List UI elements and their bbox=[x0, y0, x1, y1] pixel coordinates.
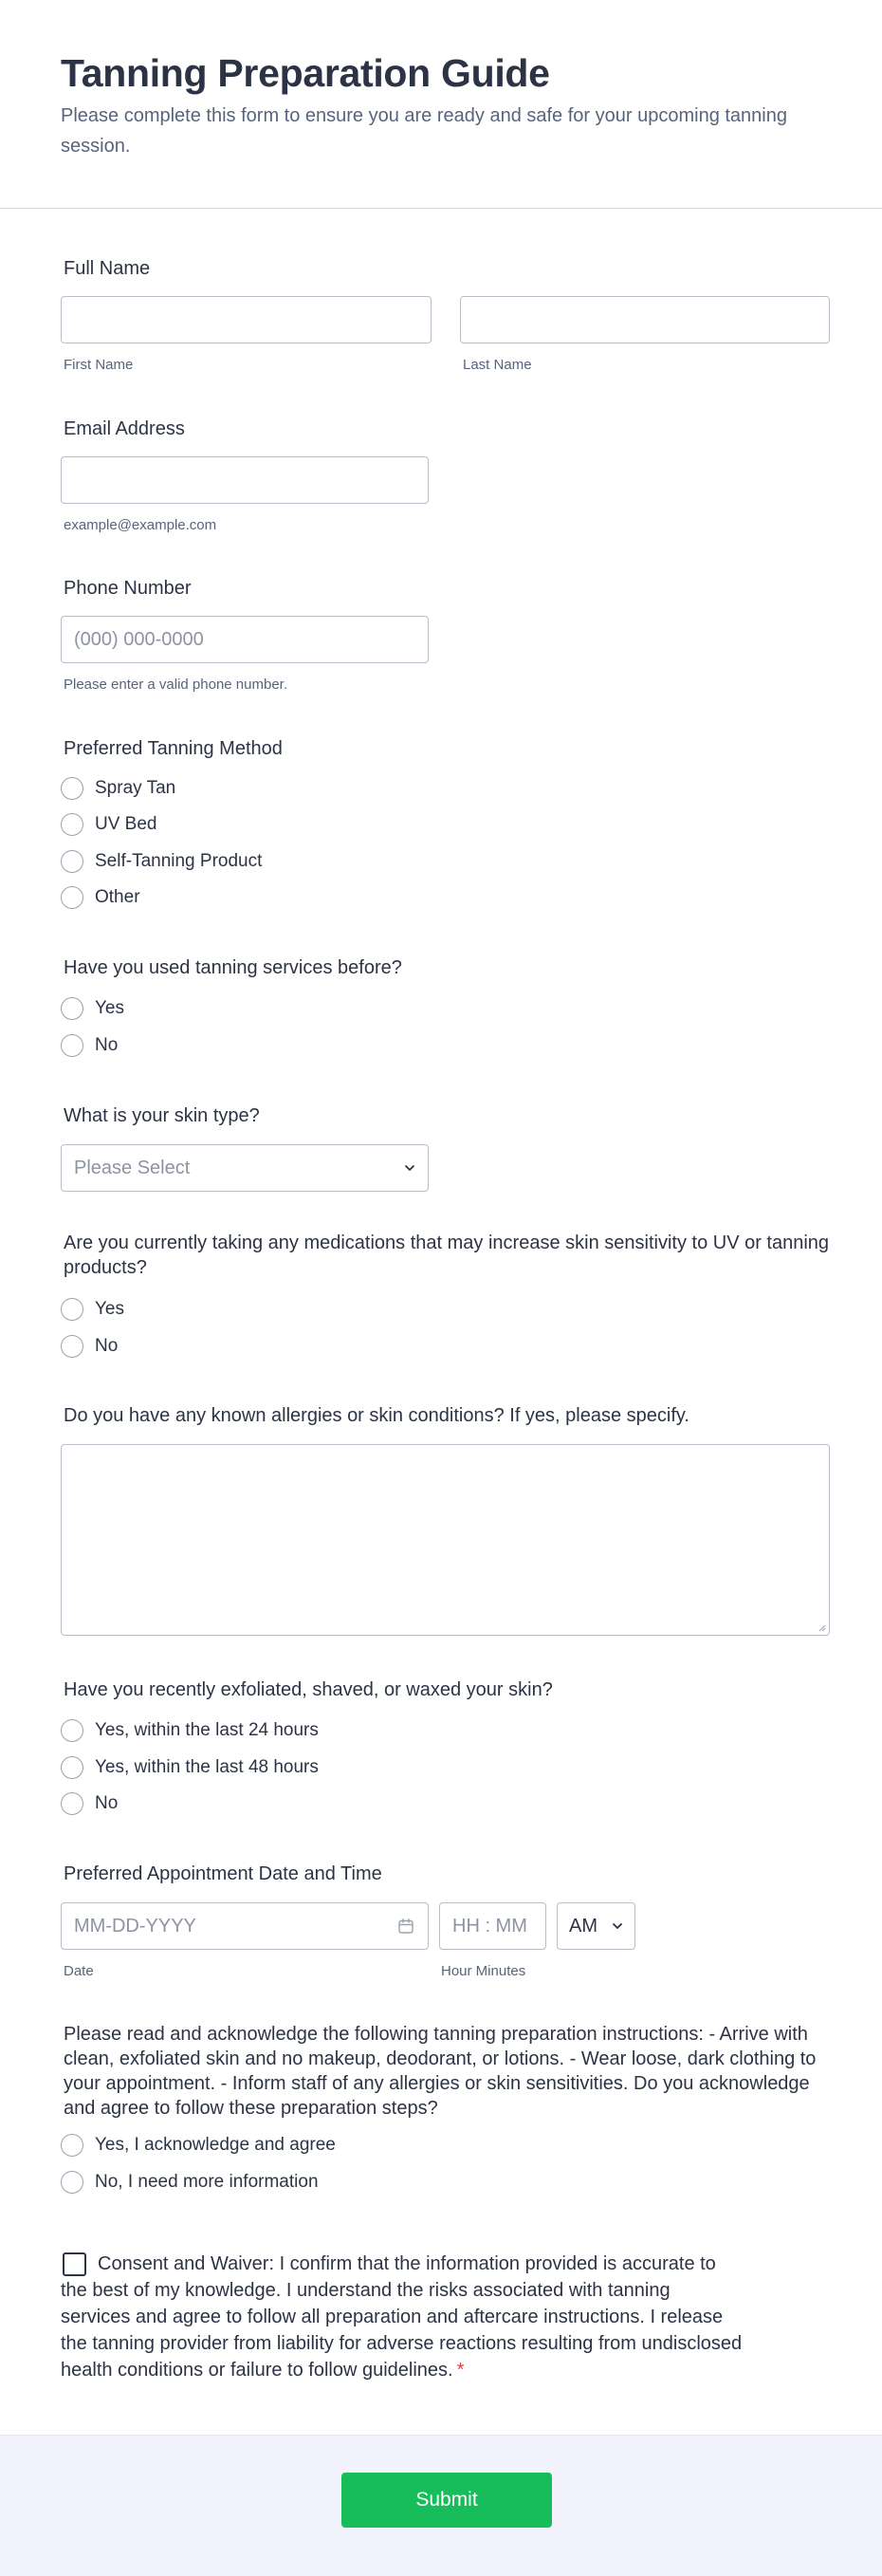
medications-option[interactable] bbox=[61, 1332, 118, 1361]
exfoliated-option[interactable] bbox=[61, 1789, 118, 1818]
used-before-option[interactable] bbox=[61, 1031, 118, 1060]
radio-button[interactable] bbox=[61, 1719, 83, 1742]
option-label: No bbox=[95, 1793, 119, 1813]
chevron-down-icon bbox=[403, 1161, 416, 1175]
email-sublabel: example@example.com bbox=[64, 517, 217, 533]
option-label: Yes bbox=[95, 998, 124, 1018]
radio-button[interactable] bbox=[61, 2134, 83, 2157]
radio-button[interactable] bbox=[61, 1335, 83, 1358]
option-label: No, I need more information bbox=[95, 2172, 319, 2192]
radio-button[interactable] bbox=[61, 1034, 83, 1057]
email-input[interactable] bbox=[61, 456, 429, 504]
form-header bbox=[61, 49, 819, 161]
radio-button[interactable] bbox=[61, 1792, 83, 1815]
option-label: Yes, within the last 24 hours bbox=[95, 1720, 319, 1740]
full-name-label: Full Name bbox=[64, 258, 151, 279]
option-label: Yes bbox=[95, 1299, 124, 1319]
appointment-label: Preferred Appointment Date and Time bbox=[64, 1863, 382, 1884]
chevron-down-icon bbox=[611, 1919, 624, 1933]
option-label: Self-Tanning Product bbox=[95, 851, 263, 871]
used-before-option[interactable] bbox=[61, 994, 124, 1023]
form-title: Tanning Preparation Guide bbox=[61, 51, 550, 95]
radio-button[interactable] bbox=[61, 813, 83, 836]
radio-button[interactable] bbox=[61, 1756, 83, 1779]
phone-placeholder: (000) 000-0000 bbox=[74, 629, 204, 650]
consent-label: Consent and Waiver: I confirm that the information provided is accurate to the best of my knowledge. I understand the risks associated with tanning services and agree to follow all preparation and aftercare instructions. I release the tanning provider from liability for adverse reactions resulting from undisclosed health conditions or failure to follow guidelines. bbox=[61, 2253, 743, 2381]
email-label: Email Address bbox=[64, 418, 185, 439]
form-subtitle: Please complete this form to ensure you are ready and safe for your upcoming tanning session. bbox=[61, 105, 787, 157]
acknowledge-label: Please read and acknowledge the following tanning preparation instructions: - Arrive with clean, exfoliated skin and no makeup, deodorant, or lotions. - Wear loose, dark clothing to your appointment. - Inform staff of any allergies or skin sensitivities. Do you acknowledge and agree to follow these preparation steps? bbox=[64, 2024, 817, 2119]
radio-button[interactable] bbox=[61, 850, 83, 873]
exfoliated-option[interactable] bbox=[61, 1753, 319, 1782]
required-asterisk: * bbox=[456, 2360, 465, 2381]
option-label: No bbox=[95, 1336, 119, 1356]
exfoliated-option[interactable] bbox=[61, 1716, 319, 1745]
calendar-icon[interactable] bbox=[397, 1918, 414, 1935]
option-label: No bbox=[95, 1035, 119, 1055]
time-sublabel: Hour Minutes bbox=[441, 1963, 526, 1979]
last-name-input[interactable] bbox=[460, 296, 830, 343]
medications-label: Are you currently taking any medications that may increase skin sensitivity to UV or tanning products? bbox=[64, 1232, 830, 1278]
skin-type-select[interactable] bbox=[61, 1144, 429, 1192]
exfoliated-label: Have you recently exfoliated, shaved, or waxed your skin? bbox=[64, 1679, 553, 1700]
option-label: Yes, within the last 48 hours bbox=[95, 1757, 319, 1777]
time-input[interactable] bbox=[439, 1902, 546, 1950]
option-label: Other bbox=[95, 887, 140, 907]
skin-type-label: What is your skin type? bbox=[64, 1105, 260, 1126]
acknowledge-option[interactable] bbox=[61, 2168, 319, 2196]
allergies-textarea[interactable] bbox=[61, 1444, 830, 1636]
ampm-value: AM bbox=[569, 1916, 597, 1937]
acknowledge-option[interactable] bbox=[61, 2131, 336, 2159]
allergies-label: Do you have any known allergies or skin conditions? If yes, please specify. bbox=[64, 1405, 689, 1426]
date-placeholder: MM-DD-YYYY bbox=[74, 1916, 196, 1937]
first-name-sublabel: First Name bbox=[64, 357, 134, 373]
radio-button[interactable] bbox=[61, 2171, 83, 2194]
radio-button[interactable] bbox=[61, 997, 83, 1020]
consent-text bbox=[61, 2251, 744, 2383]
radio-button[interactable] bbox=[61, 886, 83, 909]
date-input[interactable] bbox=[61, 1902, 429, 1950]
phone-input[interactable] bbox=[61, 616, 429, 663]
last-name-sublabel: Last Name bbox=[463, 357, 532, 373]
header-divider bbox=[0, 208, 882, 209]
medications-option[interactable] bbox=[61, 1295, 124, 1324]
phone-label: Phone Number bbox=[64, 578, 192, 599]
skin-type-placeholder: Please Select bbox=[74, 1158, 191, 1178]
option-label: Yes, I acknowledge and agree bbox=[95, 2135, 336, 2155]
submit-button[interactable]: Submit bbox=[341, 2473, 552, 2528]
ampm-select[interactable] bbox=[557, 1902, 635, 1950]
tanning-method-label: Preferred Tanning Method bbox=[64, 738, 283, 759]
first-name-input[interactable] bbox=[61, 296, 432, 343]
option-label: UV Bed bbox=[95, 814, 157, 834]
tanning-method-option[interactable] bbox=[61, 847, 262, 876]
tanning-method-option[interactable] bbox=[61, 810, 156, 839]
tanning-method-option[interactable] bbox=[61, 774, 175, 803]
tanning-method-option[interactable] bbox=[61, 883, 140, 912]
time-placeholder: HH : MM bbox=[452, 1916, 527, 1937]
consent-checkbox[interactable] bbox=[63, 2252, 86, 2276]
phone-sublabel: Please enter a valid phone number. bbox=[64, 676, 287, 693]
option-label: Spray Tan bbox=[95, 778, 176, 798]
radio-button[interactable] bbox=[61, 1298, 83, 1321]
date-sublabel: Date bbox=[64, 1963, 94, 1979]
radio-button[interactable] bbox=[61, 777, 83, 800]
used-before-label: Have you used tanning services before? bbox=[64, 957, 402, 978]
resize-handle-icon[interactable] bbox=[817, 1622, 826, 1632]
